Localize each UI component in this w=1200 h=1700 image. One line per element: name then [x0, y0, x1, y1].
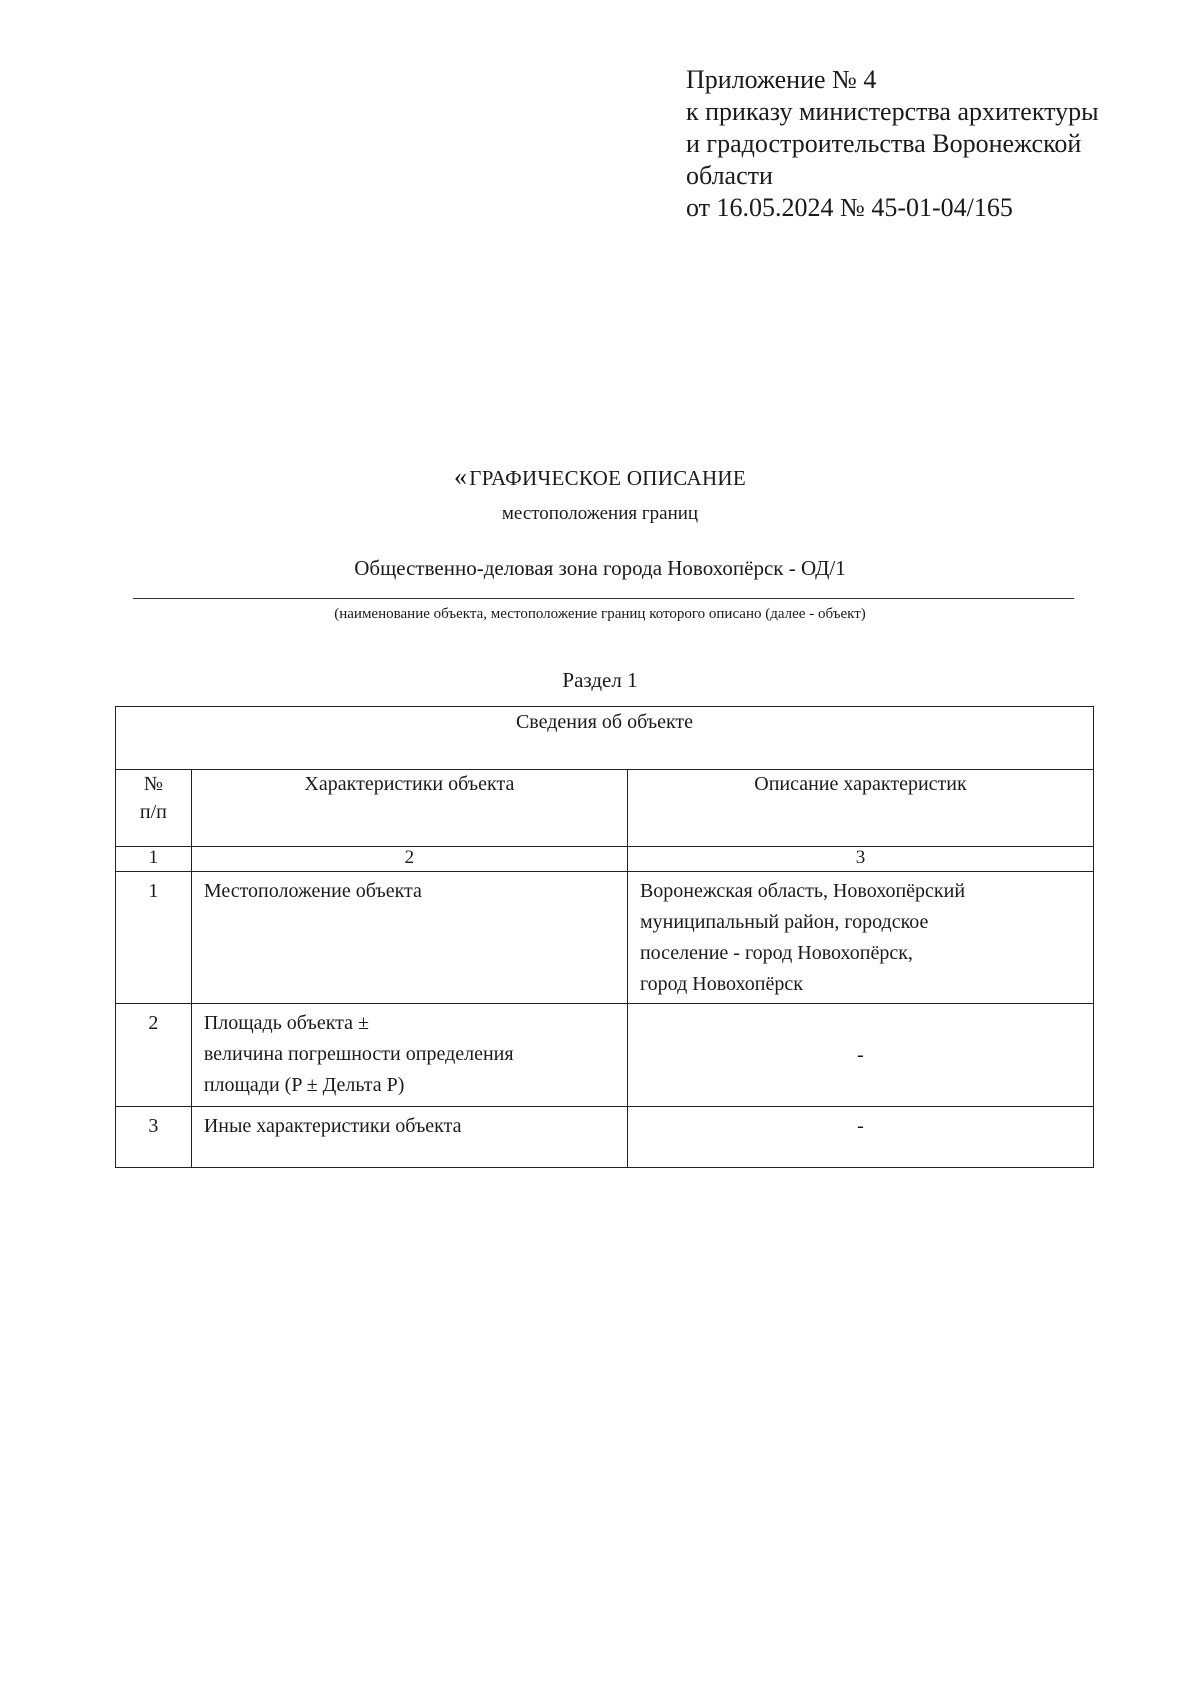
column-number-row [116, 847, 1094, 872]
row-number: 3 [116, 1107, 192, 1168]
appendix-line: от 16.05.2024 № 45-01-04/165 [686, 193, 1013, 222]
appendix-line: Приложение № 4 [686, 65, 877, 94]
header-number-line: № [143, 773, 163, 795]
document-title-text: ГРАФИЧЕСКОЕ ОПИСАНИЕ [469, 466, 747, 490]
row-description-line: Воронежская область, Новохопёрский [639, 880, 966, 902]
row-characteristic-line: Местоположение объекта [203, 880, 422, 902]
table-row [116, 1004, 1094, 1107]
header-description: Описание характеристик [627, 770, 1093, 847]
row-description-line: муниципальный район, городское [639, 911, 929, 933]
appendix-line: к приказу министерства архитектуры [686, 97, 1099, 126]
appendix-line: области [686, 161, 773, 190]
row-description: - [627, 1004, 1093, 1107]
table-header-row [116, 770, 1094, 847]
row-description: - [627, 1107, 1093, 1168]
appendix-line: и градостроительства Воронежской [686, 129, 1082, 158]
section-label: Раздел 1 [562, 668, 638, 692]
document-subtitle: местоположения границ [501, 503, 699, 524]
row-characteristic-line: Иные характеристики объекта [203, 1115, 462, 1137]
row-number: 2 [116, 1004, 192, 1107]
header-number [116, 770, 192, 847]
row-characteristic-line: величина погрешности определения [203, 1043, 514, 1065]
object-name: Общественно-деловая зона города Новохопёрск - ОД/1 [354, 556, 846, 580]
table-caption: Сведения об объекте [116, 707, 1094, 770]
row-characteristic [191, 1107, 627, 1168]
opening-quote-mark: « [453, 462, 468, 491]
column-number: 1 [116, 847, 192, 872]
object-name-underline [133, 598, 1074, 599]
header-characteristics: Характеристики объекта [191, 770, 627, 847]
object-name-note: (наименование объекта, местоположение границ которого описано (далее - объект) [334, 606, 866, 622]
column-number: 2 [191, 847, 627, 872]
row-characteristic-line: площади (P ± Дельта P) [203, 1074, 405, 1096]
row-characteristic [191, 872, 627, 1004]
document-title [0, 462, 1200, 492]
row-description-line: поселение - город Новохопёрск, [639, 942, 913, 964]
row-characteristic-line: Площадь объекта ± [203, 1012, 369, 1034]
table-caption-row [116, 707, 1094, 770]
object-info-table [115, 706, 1094, 1168]
table-row [116, 872, 1094, 1004]
table-row [116, 1107, 1094, 1168]
row-description [627, 872, 1093, 1004]
row-characteristic [191, 1004, 627, 1107]
header-number-line: п/п [139, 801, 167, 823]
row-description-line: город Новохопёрск [639, 973, 803, 995]
column-number: 3 [627, 847, 1093, 872]
appendix-block [686, 64, 1166, 224]
row-number: 1 [116, 872, 192, 1004]
